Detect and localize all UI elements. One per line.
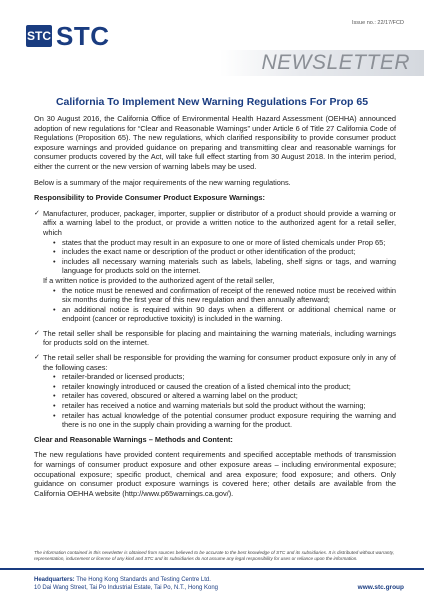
intro-text: On 30 August 2016, the California Office of Environmental Health Hazard Assessment (OEHHA) announced adoption of new regulations for “Clear and Reasonable Warnings” under Article 6 of Title 27 California Code of Regulations (Proposition 65). The new regulations, which clarified responsibility to provide consumer product exposure warnings and provided guidance on preparing and transmitting clear and reasonable warnings for consumer products covered by the Act, will take full effect starting from 30 August 2018. In the interim period, either the current or the new version of warning labels may be used. [34, 114, 396, 171]
disclaimer: The information contained in this newsletter is obtained from sources believed to be accurate to the best knowledge of STC and its subsidiaries. It is distributed without warranty, representation, inducement or license of any kind and STC and its subsidiaries do not assume any legal responsibility for uses or reliance upon the information. [34, 550, 394, 561]
hq-address: 10 Dai Wang Street, Tai Po Industrial Estate, Tai Po, N.T., Hong Kong [34, 585, 218, 591]
issue-number: Issue no.: 22/17/FCD [352, 20, 404, 26]
section1-heading: Responsibility to Provide Consumer Product Exposure Warnings: [34, 193, 265, 203]
header [0, 0, 424, 84]
hq-name: The Hong Kong Standards and Testing Centre Ltd. [76, 577, 211, 583]
item1-bullets [34, 238, 396, 276]
stc-logo [26, 23, 110, 49]
check-item-3 [34, 353, 396, 372]
list-item: • retailer has received a notice and warning materials but sold the product without the warning; [53, 401, 396, 411]
check-item-2-text: The retail seller shall be responsible for placing and maintaining the warning materials, including warnings for products sold on the internet. [43, 328, 396, 348]
list-item: • retailer-branded or licensed products; [53, 372, 396, 382]
list-item: • retailer has actual knowledge of the potential consumer product exposure requiring the warning and there is no one in the supply chain providing a warning for the product. [53, 411, 396, 430]
check-item-2 [34, 329, 396, 348]
written-notice-intro: If a written notice is provided to the authorized agent of the retail seller, [43, 275, 275, 285]
headquarters-info [34, 576, 218, 592]
check-item-1 [34, 209, 396, 238]
website-link[interactable]: www.stc.group [357, 584, 404, 591]
logo-text: STC [56, 21, 110, 51]
summary-paragraph: Below is a summary of the major requirements of the new warning regulations. [34, 177, 291, 187]
list-item: • an additional notice is required within 90 days when a different or additional chemical name or endpoint (cancer or reproductive toxicity) is included in the warning. [53, 305, 396, 324]
list-item: • states that the product may result in an exposure to one or more of listed chemicals under Prop 65; [53, 238, 396, 248]
section2-paragraph: The new regulations have provided content requirements and specified acceptable methods of transmission for warnings of consumer product exposure and other exposure areas – including environmental exposure; occupational exposure; specific product, chemical and area exposure; food exposure; and others. Only guidance on consumer product exposure warnings is covered here; other details are available from the California OEHHA website (http://www.p65warnings.ca.gov/). [34, 450, 396, 498]
check-item-1-text: Manufacturer, producer, packager, importer, supplier or distributor of a product should provide a warning or affix a warning label to the product, or provide a written notice to the authorized agent for a retail seller, which [43, 208, 396, 237]
footer [0, 568, 424, 602]
section2-heading: Clear and Reasonable Warnings – Methods and Content: [34, 434, 233, 444]
hq-label: Headquarters: [34, 577, 75, 583]
article-title: California To Implement New Warning Regulations For Prop 65 [55, 96, 369, 108]
written-notice-bullets [34, 286, 396, 324]
intro-paragraph [34, 114, 396, 172]
list-item: • the notice must be renewed and confirmation of receipt of the renewed notice must be received within six months during the first year of this new regulation and then annually afterward; [53, 286, 396, 305]
newsletter-label: NEWSLETTER [261, 51, 410, 74]
item3-bullets [34, 372, 396, 430]
list-item: • includes the exact name or description of the product or other identification of the product; [53, 247, 396, 257]
article-body [34, 114, 396, 504]
logo-mark-icon: STC [26, 25, 52, 47]
list-item: • retailer knowingly introduced or caused the creation of a listed chemical into the product; [53, 382, 396, 392]
list-item: • includes all necessary warning materials such as labels, labeling, shelf signs or tags, and warning language for products sold on the internet. [53, 257, 396, 276]
check-item-3-text: The retail seller shall be responsible for providing the warning for consumer product exposure only in any of the following cases: [43, 353, 396, 372]
list-item: • retailer has covered, obscured or altered a warning label on the product; [53, 391, 396, 401]
